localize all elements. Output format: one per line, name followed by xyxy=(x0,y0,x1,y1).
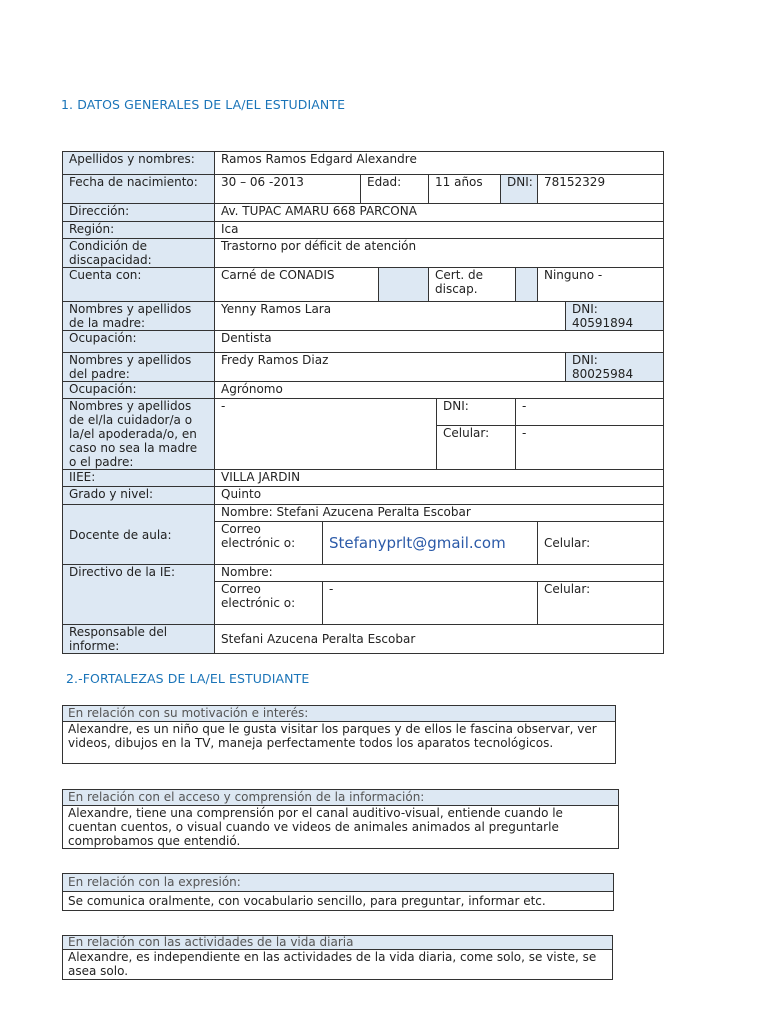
mother-dni: DNI: 40591894 xyxy=(566,302,664,331)
age-label: Edad: xyxy=(361,175,429,204)
guardian-phone-value: - xyxy=(516,426,664,470)
director-email-value: - xyxy=(323,582,538,625)
strength-expression-title: En relación con la expresión: xyxy=(63,874,613,892)
mother-job-value: Dentista xyxy=(215,331,664,353)
mother-names-value: Yenny Ramos Lara xyxy=(215,302,566,331)
has-none-option: Ninguno - xyxy=(538,268,664,302)
father-names-value: Fredy Ramos Diaz xyxy=(215,353,566,382)
student-info-table xyxy=(62,151,664,654)
birth-value: 30 – 06 -2013 xyxy=(215,175,361,204)
student-dni-label: DNI: xyxy=(501,175,538,204)
teacher-phone-label: Celular: xyxy=(538,522,664,565)
responsible-label: Responsable del informe: xyxy=(63,625,215,654)
teacher-label: Docente de aula: xyxy=(63,505,215,565)
father-job-value: Agrónomo xyxy=(215,382,664,399)
region-value: Ica xyxy=(215,222,664,239)
teacher-name: Nombre: Stefani Azucena Peralta Escobar xyxy=(215,505,664,522)
director-label: Directivo de la IE: xyxy=(63,565,215,625)
disability-value: Trastorno por déficit de atención xyxy=(215,239,664,268)
father-dni: DNI: 80025984 xyxy=(566,353,664,382)
guardian-dni-label: DNI: xyxy=(437,399,516,426)
has-conadis-option: Carné de CONADIS xyxy=(215,268,379,302)
address-value: Av. TUPAC AMARU 668 PARCONA xyxy=(215,204,664,222)
iiee-label: IIEE: xyxy=(63,470,215,487)
names-label: Apellidos y nombres: xyxy=(63,152,215,175)
has-cert-option: Cert. de discap. xyxy=(429,268,516,302)
mother-job-label: Ocupación: xyxy=(63,331,215,353)
birth-label: Fecha de nacimiento: xyxy=(63,175,215,204)
strength-access-box xyxy=(62,789,619,849)
teacher-email-label: Correo electrónic o: xyxy=(215,522,323,565)
responsible-value: Stefani Azucena Peralta Escobar xyxy=(215,625,664,654)
strength-access-title: En relación con el acceso y comprensión de la información: xyxy=(63,790,618,806)
director-name: Nombre: xyxy=(215,565,664,582)
strength-daily-box xyxy=(62,935,613,980)
guardian-dni-value: - xyxy=(516,399,664,426)
strength-expression-box xyxy=(62,873,614,911)
has-label: Cuenta con: xyxy=(63,268,215,302)
address-label: Dirección: xyxy=(63,204,215,222)
guardian-label: Nombres y apellidos de el/la cuidador/a o la/el apoderada/o, en caso no sea la madre o el padre: xyxy=(63,399,215,470)
mother-names-label: Nombres y apellidos de la madre: xyxy=(63,302,215,331)
region-label: Región: xyxy=(63,222,215,239)
disability-label: Condición de discapacidad: xyxy=(63,239,215,268)
strength-daily-title: En relación con las actividades de la vida diaria xyxy=(63,936,612,950)
student-dni-value: 78152329 xyxy=(538,175,664,204)
strength-expression-body: Se comunica oralmente, con vocabulario sencillo, para preguntar, informar etc. xyxy=(68,894,546,908)
strength-motivation-body: Alexandre, es un niño que le gusta visitar los parques y de ellos le fascina observar, ver videos, dibujos en la TV, maneja perfectamente todos los aparatos tecnológicos. xyxy=(68,722,597,750)
teacher-email-link[interactable]: Stefanyprlt@gmail.com xyxy=(329,533,506,552)
strength-motivation-box xyxy=(62,705,616,764)
father-names-label: Nombres y apellidos del padre: xyxy=(63,353,215,382)
grade-value: Quinto xyxy=(215,487,664,505)
section1-title: 1. DATOS GENERALES DE LA/EL ESTUDIANTE xyxy=(61,97,346,112)
guardian-name-value: - xyxy=(215,399,437,470)
strength-daily-body: Alexandre, es independiente en las actividades de la vida diaria, come solo, se viste, se asea solo. xyxy=(68,950,597,978)
director-email-label: Correo electrónic o: xyxy=(215,582,323,625)
father-job-label: Ocupación: xyxy=(63,382,215,399)
section2-title: 2.-FORTALEZAS DE LA/EL ESTUDIANTE xyxy=(66,671,310,686)
age-value: 11 años xyxy=(429,175,501,204)
grade-label: Grado y nivel: xyxy=(63,487,215,505)
director-phone-label: Celular: xyxy=(538,582,664,625)
teacher-email-value[interactable] xyxy=(323,522,538,565)
names-value: Ramos Ramos Edgard Alexandre xyxy=(215,152,664,175)
iiee-value: VILLA JARDIN xyxy=(215,470,664,487)
conadis-checkbox xyxy=(379,268,429,302)
cert-checkbox xyxy=(516,268,538,302)
strength-access-body: Alexandre, tiene una comprensión por el canal auditivo-visual, entiende cuando le cuentan cuentos, o visual cuando ve videos de animales animados al preguntarle comprobamos que entendió. xyxy=(68,806,563,848)
strength-motivation-title: En relación con su motivación e interés: xyxy=(63,706,615,722)
guardian-phone-label: Celular: xyxy=(437,426,516,470)
